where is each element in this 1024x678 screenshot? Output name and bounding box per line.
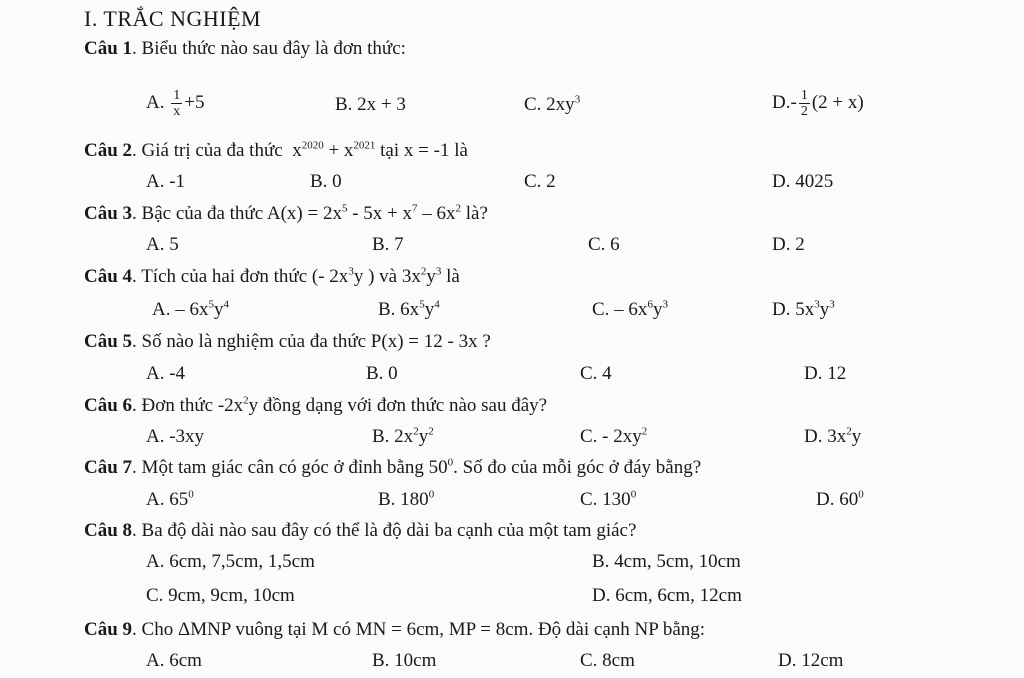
exponent: 3: [574, 93, 581, 106]
question-5: [84, 331, 491, 353]
exponent: 2020: [301, 139, 324, 152]
exponent: 2: [641, 425, 648, 438]
question-8: [84, 520, 636, 542]
option-rest: (2 + x): [811, 91, 864, 113]
exponent: 5: [208, 298, 214, 311]
option-rest: +5: [184, 91, 205, 113]
question-label: Câu 6: [84, 395, 133, 416]
q9-option-c: C. 8cm: [580, 650, 635, 671]
q7-option-c: [580, 489, 636, 511]
question-label: Câu 9: [84, 619, 133, 640]
question-label: Câu 4: [84, 266, 133, 287]
question-text: . Giá trị của đa thức: [132, 140, 283, 161]
q6-option-c: [580, 426, 647, 448]
option-text: A. 65: [146, 489, 189, 510]
exponent: 2: [846, 425, 852, 438]
question-1: [84, 38, 406, 60]
numerator: 1: [800, 88, 808, 103]
exponent: 2: [455, 202, 461, 215]
option-text: y: [213, 299, 224, 320]
question-text: . Số đo của mỗi góc ở đáy bằng?: [453, 457, 702, 478]
option-text: y: [819, 299, 830, 320]
q8-option-b: B. 4cm, 5cm, 10cm: [592, 551, 741, 572]
exponent: 2: [428, 425, 434, 438]
option-text: y: [424, 299, 435, 320]
question-text: là?: [460, 203, 488, 224]
exponent: 0: [447, 456, 454, 469]
exponent: 3: [435, 265, 442, 278]
q4-option-c: [592, 299, 668, 321]
question-6: [84, 395, 547, 417]
q7-option-a: [146, 489, 194, 511]
option-text: B. 6x: [378, 299, 420, 320]
math-term: – 6x: [417, 203, 456, 224]
question-text: là: [441, 266, 460, 287]
exponent: 2: [420, 265, 427, 278]
q3-option-b: B. 7: [372, 234, 404, 255]
exponent: 3: [348, 265, 354, 278]
question-text: . Biểu thức nào sau đây là đơn thức:: [132, 38, 406, 59]
q2-option-c: C. 2: [524, 171, 556, 192]
q5-option-d: D. 12: [804, 363, 847, 384]
question-label: Câu 3: [84, 203, 133, 224]
option-text: C. - 2xy: [580, 426, 642, 447]
denominator: x: [173, 104, 181, 119]
q4-option-b: [378, 299, 440, 321]
exponent: 3: [829, 298, 835, 311]
question-text: y đồng dạng với đơn thức nào sau đây?: [248, 395, 548, 416]
exponent: 0: [428, 488, 435, 501]
q3-option-c: C. 6: [588, 234, 620, 255]
question-label: Câu 8: [84, 520, 133, 541]
exponent: 3: [662, 298, 668, 311]
exponent: 5: [419, 298, 425, 311]
question-label: Câu 5: [84, 331, 133, 352]
question-label: Câu 7: [84, 457, 133, 478]
exponent: 7: [411, 202, 418, 215]
math-term: - 5x + x: [347, 203, 412, 224]
question-text: . Ba độ dài nào sau đây có thể là độ dài ba cạnh của một tam giác?: [132, 520, 637, 541]
exponent: 6: [647, 298, 653, 311]
q2-option-b: B. 0: [310, 171, 342, 192]
exponent: 4: [223, 298, 229, 311]
question-text: . Tích của hai đơn thức (- 2x: [132, 266, 349, 287]
q4-option-a: [152, 299, 229, 321]
q6-option-d: [804, 426, 861, 448]
option-text: y: [851, 426, 862, 447]
math-term: x: [292, 140, 302, 161]
q9-option-a: A. 6cm: [146, 650, 202, 671]
question-2: [84, 140, 468, 162]
fraction: [799, 88, 810, 119]
question-label: Câu 2: [84, 140, 133, 161]
q8-option-a: A. 6cm, 7,5cm, 1,5cm: [146, 551, 315, 572]
option-text: C. – 6x: [592, 299, 648, 320]
q1-option-d: [772, 88, 864, 119]
question-text: . Một tam giác cân có góc ở đỉnh bằng 50: [132, 457, 448, 478]
section-heading: I. TRẮC NGHIỆM: [84, 6, 262, 31]
q7-option-b: [378, 489, 434, 511]
question-text: tại x = -1 là: [375, 140, 468, 161]
q9-option-d: D. 12cm: [778, 650, 844, 671]
q4-option-d: [772, 299, 835, 321]
option-text: D. 60: [816, 489, 859, 510]
q3-option-a: A. 5: [146, 234, 179, 255]
q1-option-b: B. 2x + 3: [335, 94, 406, 115]
math-term: y ) và 3x: [353, 266, 421, 287]
option-prefix: A.: [146, 91, 165, 113]
option-text: C. 130: [580, 489, 631, 510]
option-text: y: [652, 299, 663, 320]
question-7: [84, 457, 701, 479]
q7-option-d: [816, 489, 864, 511]
question-text: . Bậc của đa thức A(x) = 2x: [132, 203, 342, 224]
exponent: 3: [814, 298, 820, 311]
question-9: [84, 619, 705, 641]
exponent: 2: [413, 425, 419, 438]
q2-option-a: A. -1: [146, 171, 186, 192]
question-4: [84, 266, 460, 288]
fraction: [171, 88, 182, 119]
option-text: B. 180: [378, 489, 429, 510]
q6-option-a: A. -3xy: [146, 426, 205, 447]
question-text: . Số nào là nghiệm của đa thức P(x) = 12 - 3x ?: [132, 331, 491, 352]
option-text: y: [418, 426, 429, 447]
option-text: A. – 6x: [152, 299, 209, 320]
option-prefix: D.-: [772, 91, 797, 113]
option-text: B. 2x: [372, 426, 414, 447]
q6-option-b: [372, 426, 434, 448]
numerator: 1: [173, 88, 181, 103]
exponent: 0: [188, 488, 194, 501]
q8-option-d: D. 6cm, 6cm, 12cm: [592, 585, 742, 606]
q1-option-a: [146, 88, 204, 119]
exponent: 2: [243, 394, 249, 407]
q5-option-a: A. -4: [146, 363, 186, 384]
exponent: 0: [630, 488, 637, 501]
q1-option-c: [524, 94, 580, 116]
q2-option-d: D. 4025: [772, 171, 834, 192]
q8-option-c: C. 9cm, 9cm, 10cm: [146, 585, 295, 606]
exponent: 2021: [353, 139, 376, 152]
option-text: D. 5x: [772, 299, 815, 320]
denominator: 2: [800, 104, 808, 119]
math-term: y: [426, 266, 436, 287]
option-text: D. 3x: [804, 426, 847, 447]
q9-option-b: B. 10cm: [372, 650, 437, 671]
q3-option-d: D. 2: [772, 234, 805, 255]
question-text: . Đơn thức -2x: [132, 395, 244, 416]
q5-option-c: C. 4: [580, 363, 612, 384]
question-label: Câu 1: [84, 38, 133, 59]
question-3: [84, 203, 488, 225]
math-term: + x: [323, 140, 354, 161]
exponent: 0: [858, 488, 864, 501]
exponent: 4: [434, 298, 440, 311]
question-text: . Cho ΔMNP vuông tại M có MN = 6cm, MP = 8cm. Độ dài cạnh NP bằng:: [132, 619, 706, 640]
exponent: 5: [341, 202, 348, 215]
q5-option-b: B. 0: [366, 363, 398, 384]
option-text: C. 2xy: [524, 94, 575, 115]
